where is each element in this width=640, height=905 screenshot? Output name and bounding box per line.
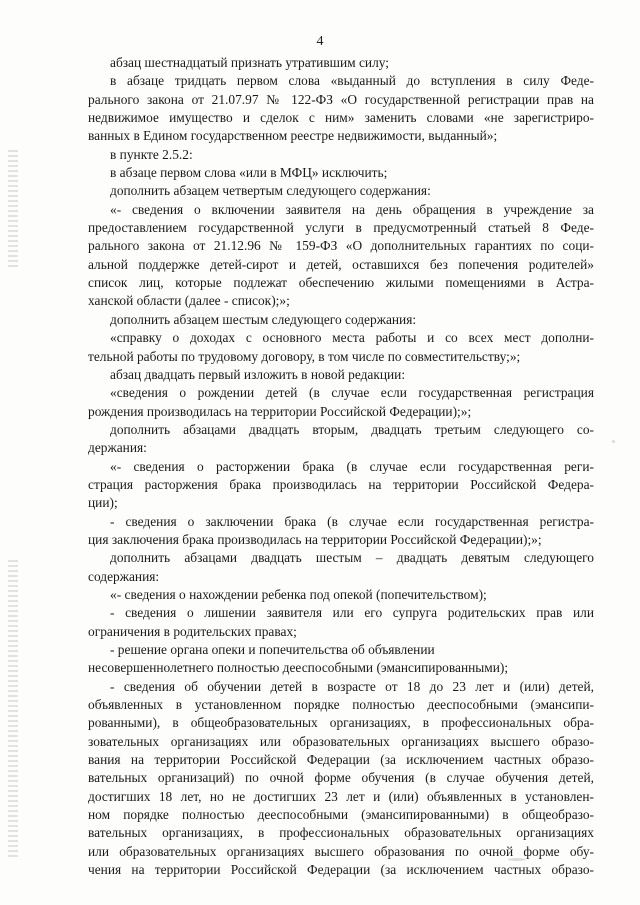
text-line: вательных организаций) по очной форме обучения (в случае обучения детей, <box>88 770 594 786</box>
page-number: 4 <box>316 34 324 49</box>
text-line: ном порядке полностью дееспособными (эмансипированными) в общеобразо- <box>88 807 594 823</box>
text-line: вательных организациях, в профессиональных образовательных организациях <box>88 825 594 841</box>
text-line: предоставлением государственной услуги в предусмотренный статьей 8 Феде- <box>88 220 594 236</box>
text-line: рального закона от 21.12.96 № 159-ФЗ «О дополнительных гарантиях по соци- <box>88 238 594 254</box>
text-line: дополнить абзацами двадцать шестым – двадцать девятым следующего <box>110 550 594 566</box>
text-line: абзац шестнадцатый признать утратившим силу; <box>110 55 389 70</box>
text-line: дополнить абзацем шестым следующего содержания: <box>110 311 417 327</box>
text-line: дополнить абзацами двадцать вторым, двадцать третьим следующего со- <box>110 421 594 437</box>
scan-artifact <box>612 440 615 443</box>
text-line: рождения производилась на территории Российской Федерации);»; <box>88 403 472 419</box>
text-line: ции); <box>88 495 118 511</box>
text-line: - сведения о заключении брака (в случае если государственная регистра- <box>110 513 594 529</box>
text-line: абзац двадцать первый изложить в новой редакции: <box>110 366 406 382</box>
text-line: «- сведения о нахождении ребенка под опекой (попечительством); <box>110 586 487 602</box>
text-line: рального закона от 21.07.97 № 122-ФЗ «О государственной регистрации прав на <box>88 91 594 107</box>
text-line: альной поддержке детей-сирот и детей, оставшихся без попечения родителей» <box>88 256 594 272</box>
text-line: недвижимое имущество и сделок с ним» заменить словами «не зарегистриро- <box>88 110 594 126</box>
text-line: список лиц, которые подлежат обеспечению жилыми помещениями в Астра- <box>88 275 594 291</box>
text-line: несовершеннолетнего полностью дееспособными (эмансипированными); <box>88 660 509 676</box>
text-line: тельной работы по трудовому договору, в том числе по совместительству;»; <box>88 348 521 364</box>
text-line: дополнить абзацем четвертым следующего содержания: <box>110 183 431 199</box>
text-line: достигших 18 лет, но не достигших 23 лет и (или) объявленных в установлен- <box>88 788 594 804</box>
text-line: «- сведения о расторжении брака (в случае если государственная реги- <box>110 458 594 474</box>
text-line: страция расторжения брака производилась на территории Российской Федера- <box>88 476 594 492</box>
text-line: «справку о доходах с основного места работы и со всех мест дополни- <box>110 330 594 346</box>
text-line: чения на территории Российской Федерации (за исключением частных образо- <box>88 862 594 878</box>
text-line: вания на территории Российской Федерации (за исключением частных образо- <box>88 752 594 768</box>
text-line: ция заключения брака производилась на территории Российской Федерации);»; <box>88 531 542 547</box>
text-line: зовательных организациях или образовательных организациях высшего образо- <box>88 733 594 749</box>
text-line: - решение органа опеки и попечительства об объявлении <box>110 642 435 657</box>
text-line: - сведения о лишении заявителя или его супруга родительских прав или <box>110 605 594 621</box>
text-line: в абзаце тридцать первом слова «выданный до вступления в силу Феде- <box>110 73 594 89</box>
text-line: рованными), в общеобразовательных организациях, в профессиональных обра- <box>88 715 594 731</box>
text-line: объявленных в установленном порядке полностью дееспособными (эмансипи- <box>88 697 594 713</box>
text-line: - сведения об обучении детей в возрасте от 18 до 23 лет и (или) детей, <box>110 678 594 694</box>
text-line: или образовательных организациях высшего образования по очной форме обу- <box>88 843 594 859</box>
text-line: «сведения о рождении детей (в случае если государственная регистрация <box>110 385 594 401</box>
text-line: в абзаце первом слова «или в МФЦ» исключить; <box>110 165 388 181</box>
text-line: содержания: <box>88 568 160 584</box>
scan-artifact <box>8 150 18 270</box>
text-line: ванных в Едином государственном реестре недвижимости, выданный»; <box>88 128 498 144</box>
text-line: «- сведения о включении заявителя на день обращения в учреждение за <box>110 201 594 217</box>
text-line: держания: <box>88 440 147 456</box>
scan-artifact <box>8 560 18 860</box>
document-body <box>88 54 594 879</box>
text-line: ханской области (далее - список);»; <box>88 293 290 309</box>
text-line: в пункте 2.5.2: <box>110 146 193 162</box>
text-line: ограничения в родительских правах; <box>88 623 297 639</box>
